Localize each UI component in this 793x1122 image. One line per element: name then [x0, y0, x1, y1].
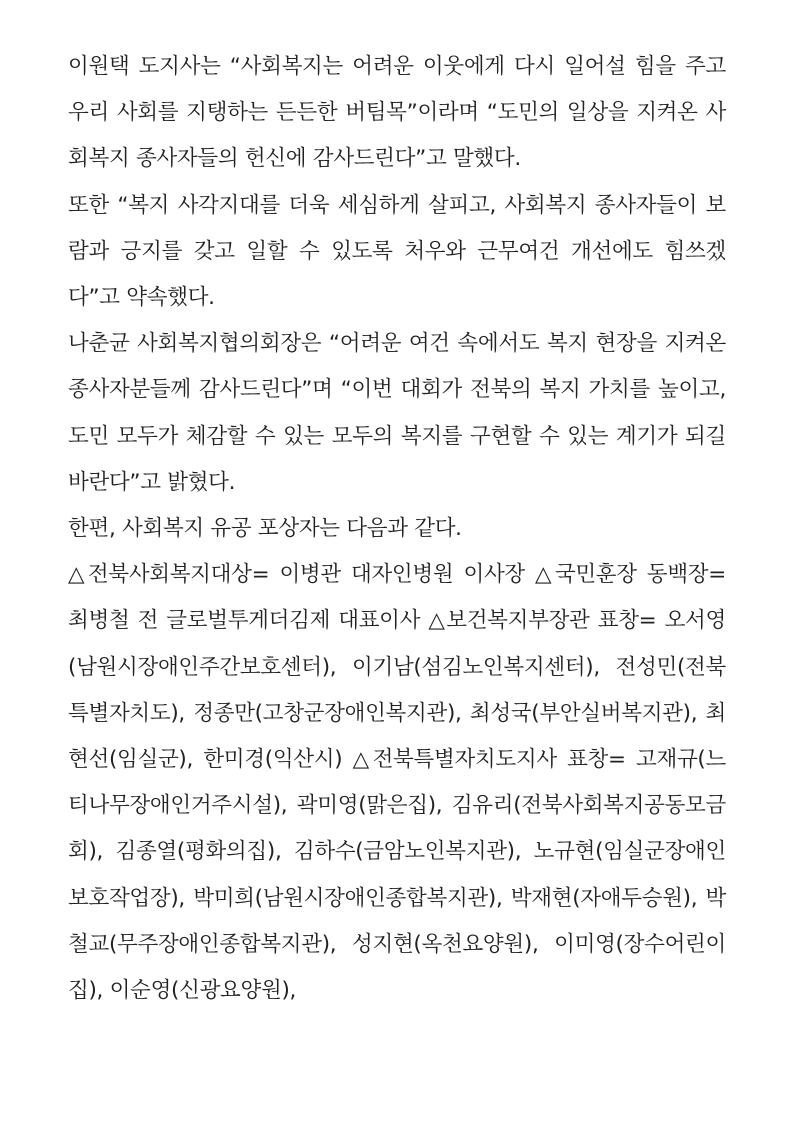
article-body: [68, 44, 726, 1014]
paragraph-governor-quote: 이원택 도지사는 “사회복지는 어려운 이웃에게 다시 일어설 힘을 주고 우리 사회를 지탱하는 든든한 버팀목”이라며 “도민의 일상을 지켜온 사회복지 종사자들의 헌신에 감사드린다”고 말했다.: [68, 54, 726, 172]
paragraph-awardees-list: △전북사회복지대상= 이병관 대자인병원 이사장 △국민훈장 동백장= 최병철 전 글로벌투게더김제 대표이사 △보건복지부장관 표창= 오서영(남원시장애인주간보호센터), 이기남(섬김노인복지센터), 전성민(전북특별자치도), 정종만(고창군장애인복지관), 최성국(부안실버복지관), 최현선(임실군), 한미경(익산시) △전북특별자치도지사 표창= 고재규(느티나무장애인거주시설), 곽미영(맑은집), 김유리(전북사회복지공동모금회), 김종열(평화의집), 김하수(금암노인복지관), 노규현(임실군장애인보호작업장), 박미희(남원시장애인종합복지관), 박재현(자애두승원), 박철교(무주장애인종합복지관), 성지현(옥천요양원), 이미영(장수어린이집), 이순영(신광요양원),: [68, 562, 726, 1004]
paragraph-awardees-intro: 한편, 사회복지 유공 포상자는 다음과 같다.: [68, 516, 462, 542]
paragraph-council-chair-quote: 나춘균 사회복지협의회장은 “어려운 여건 속에서도 복지 현장을 지켜온 종사자분들께 감사드린다”며 “이번 대회가 전북의 복지 가치를 높이고, 도민 모두가 체감할 수 있는 모두의 복지를 구현할 수 있는 계기가 되길 바란다”고 밝혔다.: [68, 331, 726, 495]
paragraph-governor-promise: 또한 “복지 사각지대를 더욱 세심하게 살피고, 사회복지 종사자들이 보람과 긍지를 갖고 일할 수 있도록 처우와 근무여건 개선에도 힘쓰겠다”고 약속했다.: [68, 192, 726, 311]
